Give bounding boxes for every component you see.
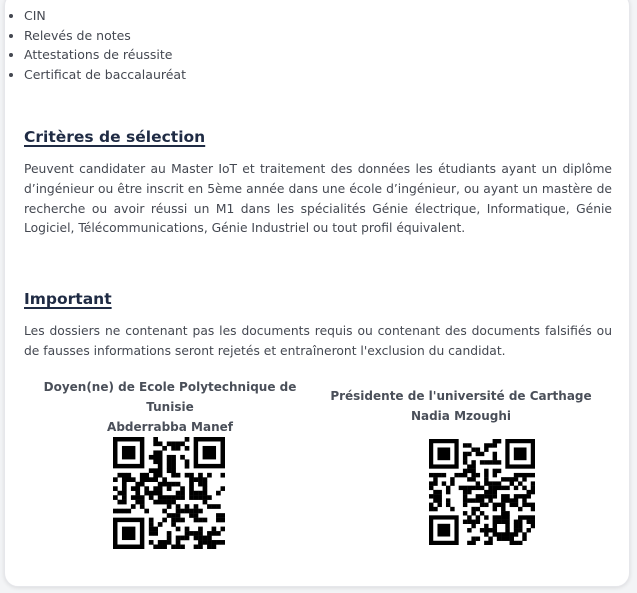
president-title: Présidente de l'université de Carthage: [330, 389, 592, 403]
dean-signature-block: [19, 377, 321, 437]
president-name: Nadia Mzoughi: [410, 409, 512, 423]
important-paragraph: Les dossiers ne contenant pas les documents requis ou contenant des documents falsifiés ou de fausses informations seront rejetés et entraîneront l'exclusion du candidat.: [24, 324, 612, 358]
important-heading: Important: [24, 290, 112, 308]
qr-code-icon: [429, 439, 535, 545]
criteria-paragraph: Peuvent candidater au Master IoT et traitement des données les étudiants ayant un diplôme d’ingénieur ou être inscrit en 5ème année dans une école d’ingénieur, ou ayant un mastère de recherche ou avoir réussi un M1 dans les spécialités Génie électrique, Informatique, Génie Logiciel, Télécommunications, Génie Industriel ou tout profil équivalent.: [24, 162, 612, 236]
document-card: [4, 0, 630, 587]
required-documents-list: [5, 6, 186, 85]
criteria-heading: Critères de sélection: [24, 128, 206, 146]
list-item: • Attestations de réussite: [24, 45, 186, 65]
dean-name: Abderrabba Manef: [107, 420, 233, 434]
qr-code-icon: [113, 437, 225, 549]
list-item: • Relevés de notes: [24, 26, 186, 46]
list-item: • CIN: [24, 6, 186, 26]
president-signature-block: [325, 386, 597, 426]
dean-title: Doyen(ne) de Ecole Polytechnique de Tunisie: [43, 380, 297, 414]
list-item: • Certificat de baccalauréat: [24, 65, 186, 85]
